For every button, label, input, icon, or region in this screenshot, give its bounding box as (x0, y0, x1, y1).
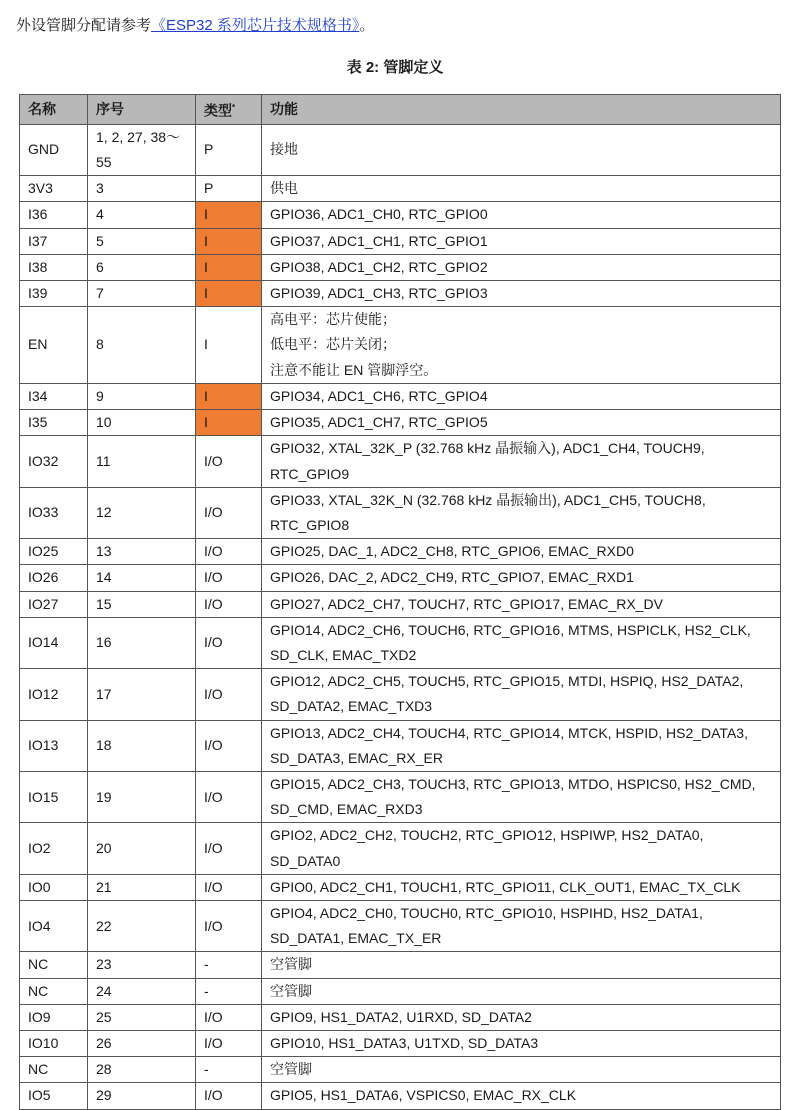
function-line: 空管脚 (270, 1061, 312, 1078)
function-line: 接地 (270, 141, 298, 158)
header-type (196, 95, 262, 125)
function-line: 低电平：芯片关闭； (270, 336, 396, 353)
pin-name: I35 (20, 410, 88, 436)
pin-number: 14 (88, 565, 196, 591)
table-row (20, 720, 781, 771)
pin-function (262, 281, 781, 307)
pin-name: IO9 (20, 1004, 88, 1030)
pin-type: I/O (196, 900, 262, 951)
pin-number: 15 (88, 591, 196, 617)
function-line: GPIO14, ADC2_CH6, TOUCH6, RTC_GPIO16, MTMS, HSPICLK, HS2_CLK, SD_CLK, EMAC_TXD2 (270, 621, 751, 663)
pin-function (262, 952, 781, 978)
pin-function (262, 254, 781, 280)
table-caption: 表 2: 管脚定义 (346, 59, 444, 76)
table-row (20, 410, 781, 436)
pin-name: I38 (20, 254, 88, 280)
pin-type: - (196, 1057, 262, 1083)
function-line: 供电 (270, 180, 298, 197)
table-row (20, 228, 781, 254)
table-row (20, 307, 781, 384)
table-row (20, 383, 781, 409)
pin-name: 3V3 (20, 176, 88, 202)
pin-name: EN (20, 307, 88, 384)
table-row (20, 487, 781, 538)
pin-name: IO33 (20, 487, 88, 538)
pin-function (262, 307, 781, 384)
header-name: 名称 (20, 95, 88, 125)
function-line: GPIO32, XTAL_32K_P (32.768 kHz 晶振输入), ADC1_CH4, TOUCH9, RTC_GPIO9 (270, 440, 705, 482)
pin-type: I/O (196, 1030, 262, 1056)
pin-number: 26 (88, 1030, 196, 1056)
pin-number: 17 (88, 669, 196, 720)
pin-name: NC (20, 952, 88, 978)
pin-function (262, 771, 781, 822)
pin-rows (20, 124, 781, 1109)
table-row (20, 124, 781, 175)
pin-function (262, 720, 781, 771)
pin-number: 24 (88, 978, 196, 1004)
function-line: GPIO25, DAC_1, ADC2_CH8, RTC_GPIO6, EMAC_RXD0 (270, 543, 634, 560)
pin-function (262, 1030, 781, 1056)
pin-function (262, 176, 781, 202)
pin-type: P (196, 176, 262, 202)
pin-type: I/O (196, 771, 262, 822)
function-line: GPIO13, ADC2_CH4, TOUCH4, RTC_GPIO14, MTCK, HSPID, HS2_DATA3, SD_DATA3, EMAC_RX_ER (270, 724, 748, 766)
pin-name: IO26 (20, 565, 88, 591)
intro-text: 外设管脚分配请参考 (16, 17, 152, 34)
pin-number: 13 (88, 539, 196, 565)
pin-type: I/O (196, 1083, 262, 1109)
header-number: 序号 (88, 95, 196, 125)
pin-type: I/O (196, 487, 262, 538)
pin-name: IO27 (20, 591, 88, 617)
datasheet-link[interactable]: 《ESP32 系列芯片技术规格书》 (151, 17, 360, 34)
function-line: GPIO26, DAC_2, ADC2_CH9, RTC_GPIO7, EMAC_RXD1 (270, 569, 634, 586)
table-row (20, 254, 781, 280)
pin-function (262, 978, 781, 1004)
function-line: 空管脚 (270, 982, 312, 999)
function-line: GPIO27, ADC2_CH7, TOUCH7, RTC_GPIO17, EMAC_RX_DV (270, 595, 663, 612)
table-row (20, 1030, 781, 1056)
pin-name: IO15 (20, 771, 88, 822)
pin-number: 12 (88, 487, 196, 538)
pin-type: I/O (196, 1004, 262, 1030)
function-line: GPIO37, ADC1_CH1, RTC_GPIO1 (270, 232, 488, 249)
pin-type: I (196, 228, 262, 254)
table-row (20, 617, 781, 668)
function-line: GPIO35, ADC1_CH7, RTC_GPIO5 (270, 414, 488, 431)
function-line: GPIO4, ADC2_CH0, TOUCH0, RTC_GPIO10, HSPIHD, HS2_DATA1, SD_DATA1, EMAC_TX_ER (270, 904, 703, 947)
pin-name: NC (20, 1057, 88, 1083)
pin-type: I (196, 410, 262, 436)
pin-type: I (196, 202, 262, 228)
pin-number: 11 (88, 436, 196, 487)
pin-function (262, 383, 781, 409)
table-row (20, 1004, 781, 1030)
table-row (20, 978, 781, 1004)
function-line: GPIO39, ADC1_CH3, RTC_GPIO3 (270, 285, 488, 302)
pin-function (262, 202, 781, 228)
pin-function (262, 1004, 781, 1030)
pin-name: IO0 (20, 874, 88, 900)
pin-name: IO10 (20, 1030, 88, 1056)
pin-number: 7 (88, 281, 196, 307)
table-row (20, 1083, 781, 1109)
function-line: GPIO5, HS1_DATA6, VSPICS0, EMAC_RX_CLK (270, 1087, 577, 1104)
pin-function (262, 124, 781, 175)
pin-function (262, 539, 781, 565)
pin-name: I39 (20, 281, 88, 307)
function-line: GPIO33, XTAL_32K_N (32.768 kHz 晶振输出), ADC1_CH5, TOUCH8, RTC_GPIO8 (270, 491, 706, 533)
pin-function (262, 436, 781, 487)
pin-type: I (196, 254, 262, 280)
pin-number: 29 (88, 1083, 196, 1109)
pin-name: IO5 (20, 1083, 88, 1109)
pin-number: 23 (88, 952, 196, 978)
pin-name: IO32 (20, 436, 88, 487)
pin-name: I34 (20, 383, 88, 409)
pin-number: 18 (88, 720, 196, 771)
pin-type: I/O (196, 669, 262, 720)
pin-number: 5 (88, 228, 196, 254)
table-row (20, 1057, 781, 1083)
table-row (20, 669, 781, 720)
function-line: 高电平：芯片使能； (270, 311, 396, 328)
pin-name: IO4 (20, 900, 88, 951)
table-row (20, 900, 781, 951)
table-row (20, 565, 781, 591)
pin-type: I/O (196, 823, 262, 874)
pin-number: 22 (88, 900, 196, 951)
pin-function (262, 823, 781, 874)
table-row (20, 591, 781, 617)
pin-type: I/O (196, 720, 262, 771)
pin-name: IO2 (20, 823, 88, 874)
pin-type: - (196, 978, 262, 1004)
pin-type: I (196, 383, 262, 409)
pin-number: 10 (88, 410, 196, 436)
function-line: GPIO0, ADC2_CH1, TOUCH1, RTC_GPIO11, CLK_OUT1, EMAC_TX_CLK (270, 878, 741, 895)
table-row (20, 176, 781, 202)
pin-number: 4 (88, 202, 196, 228)
function-line: 注意不能让 EN 管脚浮空。 (270, 361, 438, 378)
pin-number: 6 (88, 254, 196, 280)
pin-number: 20 (88, 823, 196, 874)
function-line: GPIO9, HS1_DATA2, U1RXD, SD_DATA2 (270, 1008, 532, 1025)
function-line: GPIO10, HS1_DATA3, U1TXD, SD_DATA3 (270, 1034, 539, 1051)
pin-type: I/O (196, 874, 262, 900)
intro-line (16, 14, 374, 38)
function-line: GPIO2, ADC2_CH2, TOUCH2, RTC_GPIO12, HSPIWP, HS2_DATA0, SD_DATA0 (270, 827, 704, 869)
pin-number: 21 (88, 874, 196, 900)
pin-function (262, 565, 781, 591)
pin-name: IO13 (20, 720, 88, 771)
pin-function (262, 228, 781, 254)
pin-function (262, 900, 781, 951)
table-row (20, 539, 781, 565)
pin-number: 3 (88, 176, 196, 202)
pin-name: GND (20, 124, 88, 175)
pin-name: I37 (20, 228, 88, 254)
pin-function (262, 669, 781, 720)
table-row (20, 823, 781, 874)
pin-function (262, 1083, 781, 1109)
pin-name: IO12 (20, 669, 88, 720)
table-row (20, 281, 781, 307)
table-row (20, 874, 781, 900)
table-row (20, 771, 781, 822)
pin-type: I (196, 281, 262, 307)
pin-number: 28 (88, 1057, 196, 1083)
pin-function (262, 591, 781, 617)
pin-type: P (196, 124, 262, 175)
function-line: GPIO38, ADC1_CH2, RTC_GPIO2 (270, 258, 488, 275)
intro-end: 。 (359, 17, 375, 34)
pin-number: 19 (88, 771, 196, 822)
table-row (20, 952, 781, 978)
pin-type: I/O (196, 565, 262, 591)
pin-name: IO14 (20, 617, 88, 668)
pin-type: I (196, 307, 262, 384)
pin-function (262, 617, 781, 668)
function-line: GPIO15, ADC2_CH3, TOUCH3, RTC_GPIO13, MTDO, HSPICS0, HS2_CMD, SD_CMD, EMAC_RXD3 (270, 775, 756, 818)
pin-type: I/O (196, 436, 262, 487)
pin-type: - (196, 952, 262, 978)
pin-function (262, 1057, 781, 1083)
pin-number: 1, 2, 27, 38～55 (88, 124, 196, 175)
header-type-label: 类型 (204, 102, 232, 119)
function-line: GPIO12, ADC2_CH5, TOUCH5, RTC_GPIO15, MTDI, HSPIQ, HS2_DATA2, SD_DATA2, EMAC_TXD3 (270, 673, 744, 715)
pin-type: I/O (196, 617, 262, 668)
header-function: 功能 (262, 95, 781, 125)
type-note-marker: * (232, 103, 236, 112)
pin-number: 16 (88, 617, 196, 668)
function-line: 空管脚 (270, 956, 312, 973)
pin-function (262, 487, 781, 538)
function-line: GPIO36, ADC1_CH0, RTC_GPIO0 (270, 206, 488, 223)
pin-name: IO25 (20, 539, 88, 565)
pin-number: 25 (88, 1004, 196, 1030)
pin-name: I36 (20, 202, 88, 228)
pin-function (262, 410, 781, 436)
pin-function (262, 874, 781, 900)
pin-number: 9 (88, 383, 196, 409)
function-line: GPIO34, ADC1_CH6, RTC_GPIO4 (270, 387, 488, 404)
table-row (20, 202, 781, 228)
pin-number: 8 (88, 307, 196, 384)
pin-type: I/O (196, 539, 262, 565)
pin-definition-table (19, 94, 781, 1110)
pin-name: NC (20, 978, 88, 1004)
table-header-row (20, 95, 781, 125)
table-row (20, 436, 781, 487)
pin-type: I/O (196, 591, 262, 617)
